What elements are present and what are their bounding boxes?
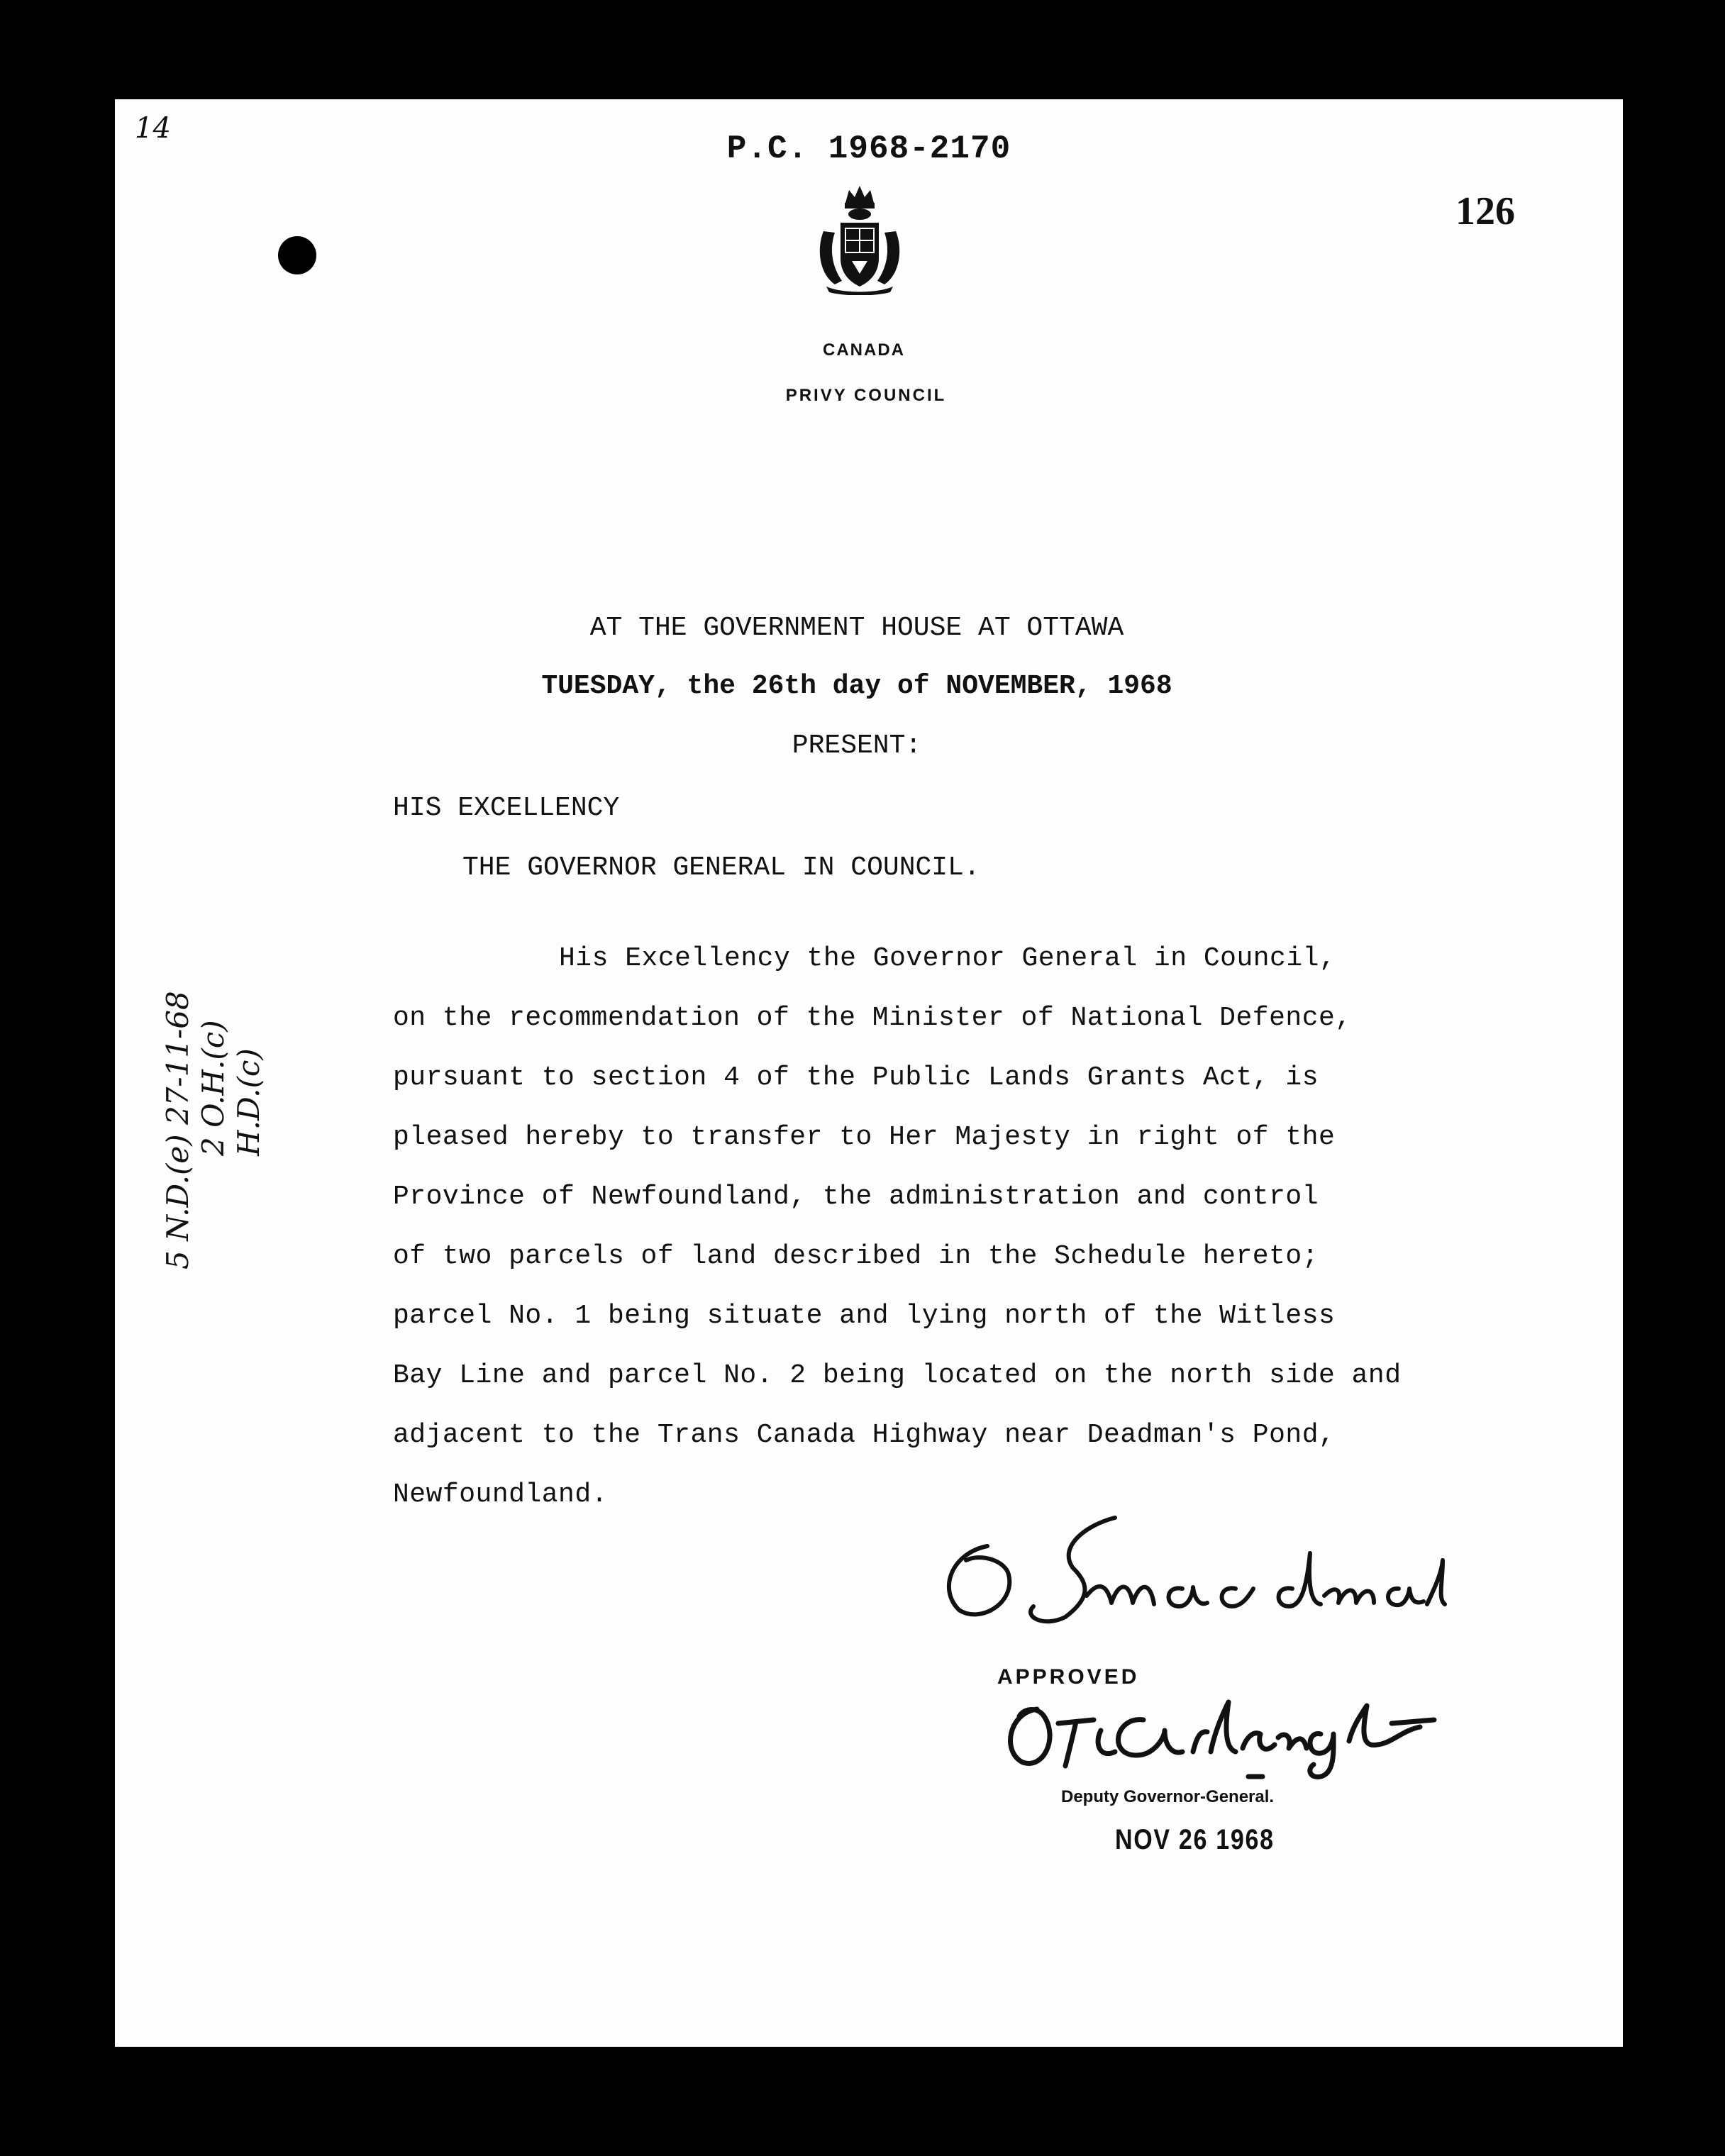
signature-macdonald: [938, 1511, 1448, 1631]
body-line-5: Province of Newfoundland, the administration and control: [393, 1182, 1319, 1212]
body-line-4: pleased hereby to transfer to Her Majesty in right of the: [393, 1122, 1336, 1152]
body-line-1: His Excellency the Governor General in Council,: [559, 943, 1336, 974]
body-line-2: on the recommendation of the Minister of National Defence,: [393, 1003, 1352, 1033]
location-line: AT THE GOVERNMENT HOUSE AT OTTAWA: [589, 613, 1124, 643]
margin-note-1: 5 N.D.(e) 27-11-68: [160, 991, 195, 1269]
country-label: CANADA: [823, 340, 905, 360]
council-label: PRIVY COUNCIL: [785, 386, 947, 405]
governor-line: THE GOVERNOR GENERAL IN COUNCIL.: [462, 852, 980, 883]
present-line: PRESENT:: [792, 730, 922, 761]
body-line-7: parcel No. 1 being situate and lying north of the Witless: [393, 1301, 1336, 1331]
document-page: [115, 99, 1623, 2047]
coat-of-arms-icon: [814, 182, 906, 295]
body-line-6: of two parcels of land described in the Schedule hereto;: [393, 1241, 1319, 1272]
approval-date-stamp: NOV 26 1968: [1115, 1824, 1275, 1855]
deputy-governor-label: Deputy Governor-General.: [1061, 1787, 1275, 1806]
order-number: P.C. 1968-2170: [726, 130, 1011, 167]
body-line-9: adjacent to the Trans Canada Highway near Deadman's Pond,: [393, 1420, 1336, 1450]
margin-note-2: 2 O.H.(c): [196, 1020, 231, 1156]
page-number: 126: [1455, 189, 1515, 233]
margin-note-3: H.D.(c): [231, 1048, 266, 1156]
excellency-line: HIS EXCELLENCY: [393, 793, 620, 823]
body-line-8: Bay Line and parcel No. 2 being located on the north side and: [393, 1360, 1402, 1391]
punch-hole: [278, 236, 316, 274]
signature-cartwright: [994, 1688, 1448, 1780]
body-line-10: Newfoundland.: [393, 1479, 608, 1510]
date-line: TUESDAY, the 26th day of NOVEMBER, 1968: [541, 671, 1172, 701]
corner-note: 14: [135, 112, 171, 145]
body-line-3: pursuant to section 4 of the Public Lands Grants Act, is: [393, 1062, 1319, 1093]
margin-notes: [155, 872, 296, 1298]
approved-label: APPROVED: [997, 1665, 1140, 1689]
